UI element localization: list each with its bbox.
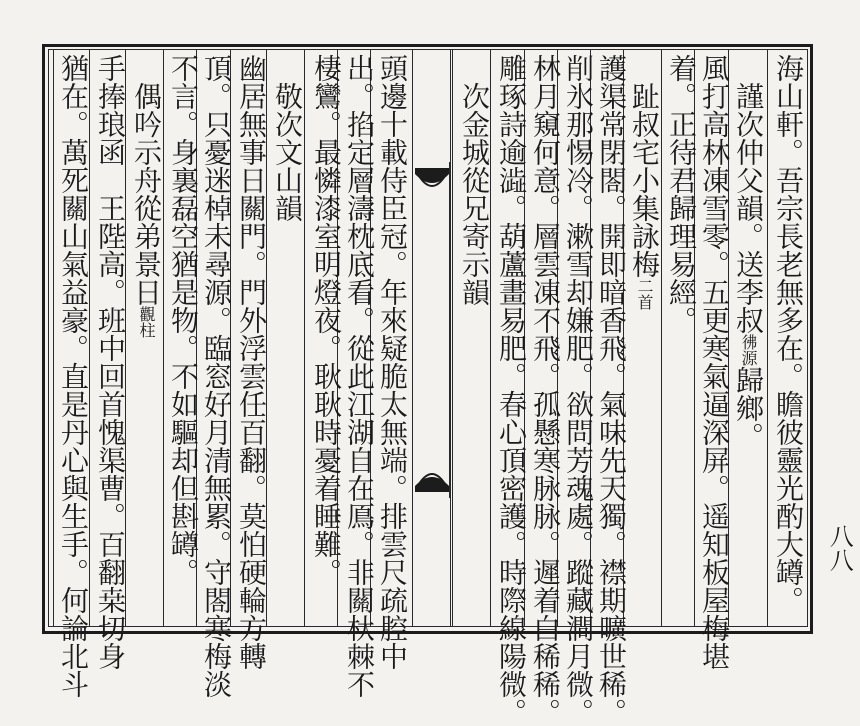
column-text: 手捧琅函 王陛高。班中回首愧渠曹。百翻桒切身 — [94, 54, 127, 670]
page-number: 八八 — [825, 524, 854, 572]
column-rule — [163, 49, 164, 627]
column-text: 着。正待君歸理易經。 — [665, 54, 698, 334]
column-text: 海山軒。吾宗長老無多在。瞻彼靈光酌大罇。 — [772, 54, 805, 614]
text-column — [457, 54, 491, 306]
column-text: 敬次文山韻 — [271, 54, 304, 222]
column-text: 削氷那惕冷。漱雪却嫌肥。欲問芳魂處。蹤藏澗月微。 — [562, 54, 595, 726]
column-text: 次金城從兄寄示韻 — [458, 54, 491, 306]
column-rule — [452, 49, 453, 627]
text-column — [342, 54, 376, 698]
text-column — [772, 54, 805, 614]
text-column — [494, 54, 528, 726]
text-column — [627, 54, 661, 310]
text-column — [56, 54, 90, 698]
column-text: 偶吟示舟從弟景日 — [130, 54, 163, 306]
text-column — [561, 54, 595, 726]
text-column — [93, 54, 127, 670]
column-text: 頭邊十載侍臣冠。年來疑脆太無端。排雲尺疏腔中 — [376, 54, 409, 670]
column-text: 風打高林凍雪零。五更寒氣逼深屏。遥知板屋梅堪 — [698, 54, 731, 670]
lower-fishtail-ornament — [413, 456, 451, 494]
text-column — [199, 54, 233, 698]
column-text: 不言。身裏磊空猶是物。不如驅却但斟罇。 — [167, 54, 200, 586]
text-column — [731, 54, 765, 450]
column-rule — [767, 49, 768, 627]
column-text: 趾叔宅小集詠梅 — [628, 54, 661, 278]
annotation-text: 二首 — [635, 278, 654, 310]
column-text: 雕琢詩逾澁。葫蘆畫易肥。春心頂密護。時際線陽微。 — [495, 54, 528, 726]
text-column — [594, 54, 628, 726]
column-text: 歸鄉。 — [732, 366, 765, 450]
text-column — [697, 54, 731, 670]
annotation-text: 觀柱 — [137, 306, 156, 338]
column-rule — [53, 49, 54, 627]
column-text: 謹次仲父韻。送李叔 — [732, 54, 765, 334]
text-column — [375, 54, 409, 670]
text-column — [129, 54, 163, 338]
column-text: 護渠常閉閤。開即暗香飛。氣味先天獨。襟期曠世稀。 — [595, 54, 628, 726]
column-text: 林月窺何意。層雲凍不飛。孤懸寒脉脉。遲着白稀稀。 — [529, 54, 562, 726]
column-rule — [304, 49, 305, 627]
text-column — [270, 54, 304, 222]
text-column — [234, 54, 268, 670]
center-fold — [412, 162, 450, 498]
column-rule — [450, 49, 451, 627]
column-rule — [661, 49, 662, 627]
column-text: 猶在。萬死關山氣益豪。直是丹心與生手。何論北斗 — [57, 54, 90, 698]
column-text: 幽居無事日關門。門外浮雲任百翻。莫怕硬輪方轉 — [235, 54, 268, 670]
text-column — [664, 54, 698, 334]
text-column — [528, 54, 562, 726]
column-text: 出。掐定層濤枕底看。從此江湖自在鳫。非關杕棘不 — [343, 54, 376, 698]
annotation-text: 彿源 — [739, 334, 758, 366]
upper-fishtail-ornament — [413, 166, 451, 204]
column-text: 棲鸞。最憐漆室明燈夜。耿耿時憂着睡難。 — [310, 54, 343, 586]
column-text: 頂。只憂迷棹未尋源。臨窓好月清無累。守閤寒梅淡 — [200, 54, 233, 698]
text-column — [309, 54, 343, 586]
text-column — [166, 54, 200, 586]
